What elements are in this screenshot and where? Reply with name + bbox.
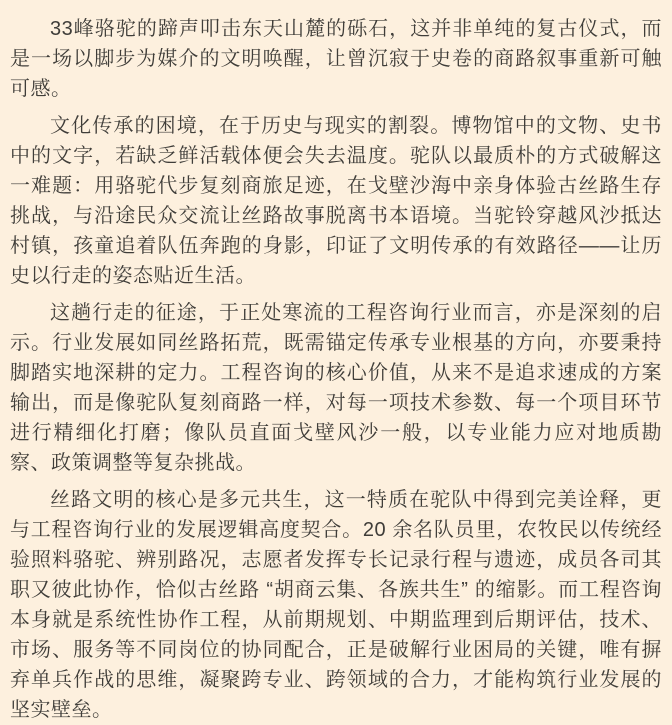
paragraph-4: 丝路文明的核心是多元共生，这一特质在驼队中得到完美诠释，更与工程咨询行业的发展逻辑高度契合。20 余名队员里，农牧民以传统经验照料骆驼、辨别路况，志愿者发挥专长记录行程与遗迹，成员各司其职又彼此协作，恰似古丝路 “胡商云集、各族共生” 的缩影。而工程咨询本身就是系统性协作工程，从前期规划、中期监理到后期评估，技术、市场、服务等不同岗位的协同配合，正是破解行业困局的关键，唯有摒弃单兵作战的思维，凝聚跨专业、跨领域的合力，才能构筑行业发展的坚实壁垒。 [10,489,662,721]
paragraph-3: 这趟行走的征途，于正处寒流的工程咨询行业而言，亦是深刻的启示。行业发展如同丝路拓荒，既需锚定传承专业根基的方向，亦要秉持脚踏实地深耕的定力。工程咨询的核心价值，从来不是追求速成的方案输出，而是像驼队复刻商路一样，对每一项技术参数、每一个项目环节进行精细化打磨；像队员直面戈壁风沙一般，以专业能力应对地质勘察、政策调整等复杂挑战。 [10,302,662,474]
paragraph-1: 33峰骆驼的蹄声叩击东天山麓的砾石，这并非单纯的复古仪式，而是一场以脚步为媒介的文明唤醒，让曾沉寂于史卷的商路叙事重新可触可感。 [10,18,662,100]
paragraph-2: 文化传承的困境，在于历史与现实的割裂。博物馆中的文物、史书中的文字，若缺乏鲜活载体便会失去温度。驼队以最质朴的方式破解这一难题：用骆驼代步复刻商旅足迹，在戈壁沙海中亲身体验古丝路生存挑战，与沿途民众交流让丝路故事脱离书本语境。当驼铃穿越风沙抵达村镇，孩童追着队伍奔跑的身影，印证了文明传承的有效路径——让历史以行走的姿态贴近生活。 [10,115,662,287]
